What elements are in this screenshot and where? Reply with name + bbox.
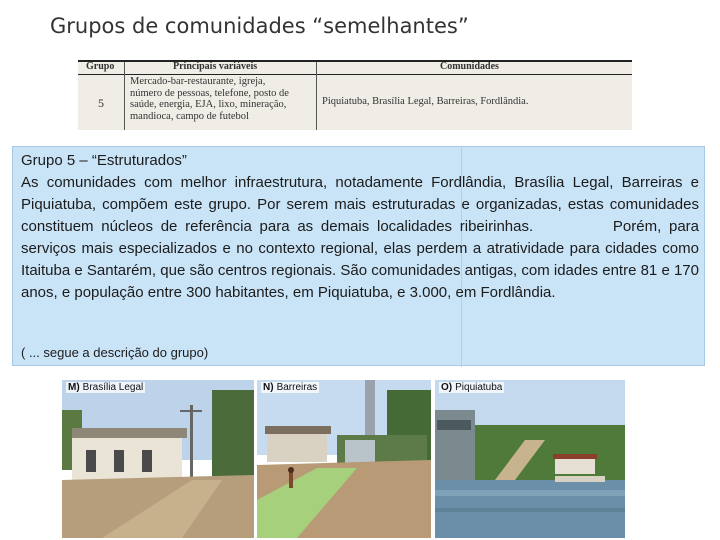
table-header-communities: Comunidades (440, 61, 499, 72)
variables-line: número de pessoas, telefone, posto de (130, 87, 289, 99)
table-header-group: Grupo (86, 61, 115, 72)
paragraph-2: Porém, para serviços mais especializados e no contexto regional, elas perdem a atratividade para cidades como Itaituba e Santarém, que são centros regionais. São comunidades antigas, com idades entre 81 e 170 anos, e população entre 300 habitantes, em Piquiatuba, e 3.000, em Fordlândia. (21, 218, 699, 301)
photo-letter: M) (68, 382, 80, 393)
group-description-text (21, 172, 699, 304)
photo-caption: Barreiras (276, 382, 318, 393)
photo-caption: Piquiatuba (455, 382, 503, 393)
table-header-row (78, 62, 632, 75)
table-header-variables: Principais variáveis (173, 61, 258, 72)
table-cell-group: 5 (98, 96, 104, 110)
variables-line: saúde, energia, EJA, lixo, mineração, (130, 99, 287, 110)
photo-letter: O) (441, 382, 453, 393)
photo-letter: N) (263, 382, 274, 393)
photo-label (439, 382, 504, 393)
slide-title: Grupos de comunidades “semelhantes” (50, 14, 469, 38)
table-cell-variables (130, 76, 316, 122)
photo-label (261, 382, 319, 393)
continuation-note: ( ... segue a descrição do grupo) (21, 345, 209, 360)
photo-brasilia-legal (62, 380, 254, 538)
variables-line: Mercado-bar-restaurante, igreja, (130, 76, 266, 87)
group-heading: Grupo 5 – “Estruturados” (21, 152, 187, 169)
table-divider (124, 62, 125, 130)
variables-line: mandioca, campo de futebol (130, 110, 249, 122)
paragraph-1: As comunidades com melhor infraestrutura, notadamente Fordlândia, Brasília Legal, Barreiras e Piquiatuba, compõem este grupo. Por serem mais estruturadas e organizadas, estas comunidades constituem núcleos de referência para as demais localidades ribeirinhas. (21, 174, 699, 235)
table-divider (316, 62, 317, 130)
group-description-box (12, 146, 705, 366)
table-cell-communities: Piquiatuba, Brasília Legal, Barreiras, Fordlândia. (322, 96, 529, 107)
communities-table-image (78, 60, 632, 130)
photo-label (66, 382, 145, 393)
photo-piquiatuba (435, 380, 625, 538)
photo-caption: Brasília Legal (82, 382, 144, 393)
photo-barreiras (257, 380, 431, 538)
